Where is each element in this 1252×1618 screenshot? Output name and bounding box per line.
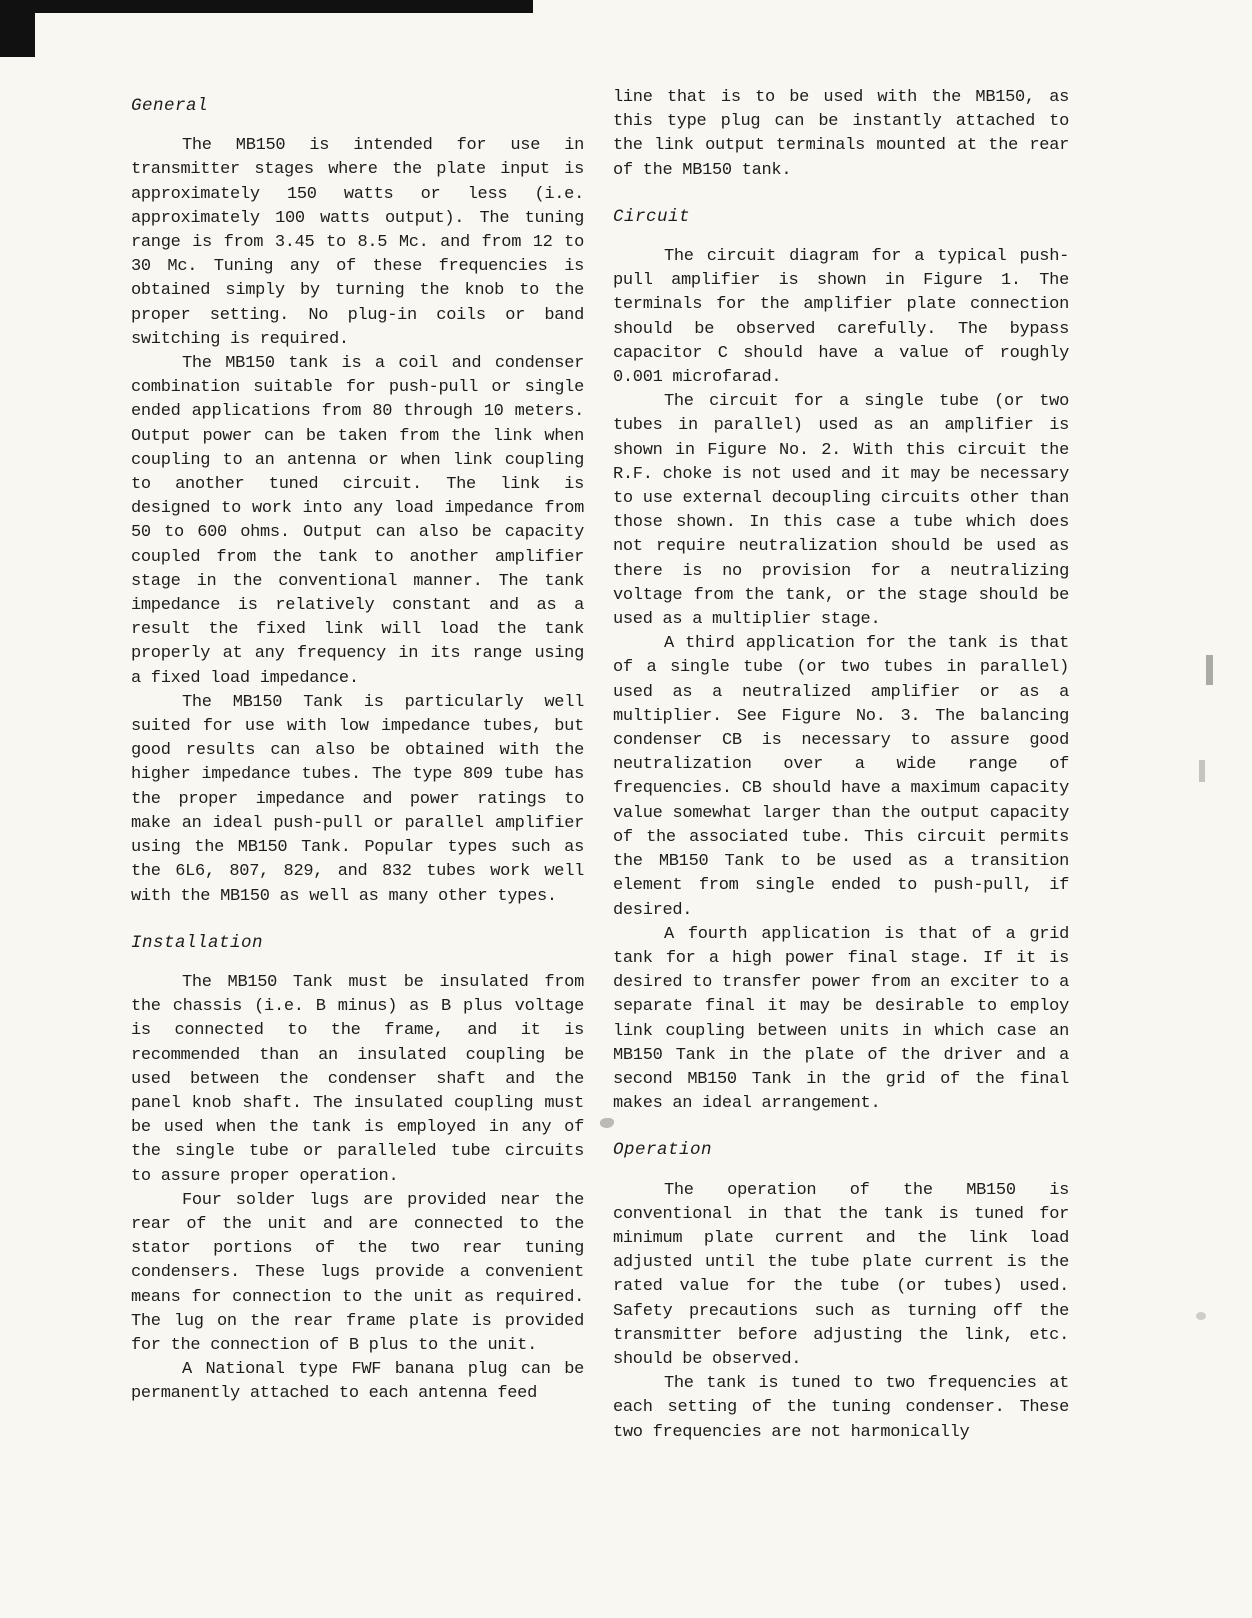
paragraph: The circuit diagram for a typical push-pull amplifier is shown in Figure 1. The terminals for the amplifier plate connection should be observed carefully. The bypass capacitor C should have a value of roughly 0.001 microfarad.	[613, 247, 1069, 388]
scan-artifact	[1199, 760, 1205, 782]
paragraph: A National type FWF banana plug can be permanently attached to each antenna feed	[131, 1360, 584, 1404]
paragraph-continuation: line that is to be used with the MB150, as this type plug can be instantly attached to the link output terminals mounted at the rear of the MB150 tank.	[613, 88, 1069, 180]
paragraph: The MB150 Tank must be insulated from the chassis (i.e. B minus) as B plus voltage is connected to the frame, and it is recommended than an insulated coupling be used between the condenser shaft and the panel knob shaft. The insulated coupling must be used when the tank is employed in any of the single tube or paralleled tube circuits to assure proper operation.	[131, 972, 584, 1186]
paragraph: The MB150 Tank is particularly well suited for use with low impedance tubes, but good results can also be obtained with the higher impedance tubes. The type 809 tube has the proper impedance and power ratings to make an ideal push-pull or parallel amplifier using the MB150 Tank. Popular types such as the 6L6, 807, 829, and 832 tubes work well with the MB150 as well as many other types.	[131, 692, 584, 906]
paragraph: A fourth application is that of a grid tank for a high power final stage. If it is desired to transfer power from an exciter to a separate final it may be desirable to employ link coupling between units in which case an MB150 Tank in the plate of the driver and a second MB150 Tank in the grid of the final makes an ideal arrangement.	[613, 924, 1069, 1114]
scan-artifact	[1206, 655, 1213, 685]
right-column	[613, 86, 1069, 1445]
section-heading-operation: Operation	[613, 1140, 713, 1161]
scan-artifact	[600, 1118, 614, 1128]
paragraph: The MB150 is intended for use in transmitter stages where the plate input is approximately 150 watts or less (i.e. approximately 100 watts output). The tuning range is from 3.45 to 8.5 Mc. and from 12 to 30 Mc. Tuning any of these frequencies is obtained simply by turning the knob to the proper setting. No plug-in coils or band switching is required.	[131, 136, 584, 349]
paragraph: The circuit for a single tube (or two tubes in parallel) used as an amplifier is shown in Figure No. 2. With this circuit the R.F. choke is not used and it may be necessary to use external decoupling circuits other than those shown. In this case a tube which does not require neutralization should be used as there is no provision for a neutralizing voltage from the tank, or the stage should be used as a multiplier stage.	[613, 392, 1069, 630]
section-heading-general: General	[131, 96, 209, 116]
scan-artifact	[0, 0, 533, 13]
paragraph: The MB150 tank is a coil and condenser combination suitable for push-pull or single ended applications from 80 through 10 meters. Output power can be taken from the link when coupling to an antenna or when link coupling to another tuned circuit. The link is designed to work into any load impedance from 50 to 600 ohms. Output can also be capacity coupled from the tank to another amplifier stage in the conventional manner. The tank impedance is relatively constant and as a result the fixed link will load the tank properly at any frequency in its range using a fixed load impedance.	[131, 354, 584, 688]
left-column	[131, 94, 584, 1407]
paragraph: Four solder lugs are provided near the rear of the unit and are connected to the stator portions of the two rear tuning condensers. These lugs provide a convenient means for connection to the unit as required. The lug on the rear frame plate is provided for the connection of B plus to the unit.	[131, 1190, 584, 1355]
paragraph: The tank is tuned to two frequencies at each setting of the tuning condenser. These two frequencies are not harmonically	[613, 1374, 1069, 1442]
section-heading-installation: Installation	[131, 932, 264, 953]
section-heading-circuit: Circuit	[613, 206, 691, 227]
scan-artifact	[0, 0, 35, 57]
paragraph: A third application for the tank is that of a single tube (or two tubes in parallel) used as a neutralized amplifier or as a multiplier. See Figure No. 3. The balancing condenser CB is necessary to assure good neutralization over a wide range of frequencies. CB should have a maximum capacity value somewhat larger than the output capacity of the associated tube. This circuit permits the MB150 Tank to be used as a transition element from single ended to push-pull, if desired.	[613, 634, 1069, 920]
paragraph: The operation of the MB150 is conventional in that the tank is tuned for minimum plate current and the link load adjusted until the tube plate current is the rated value for the tube (or tubes) used. Safety precautions such as turning off the transmitter before adjusting the link, etc. should be observed.	[613, 1180, 1069, 1369]
scan-artifact	[1196, 1312, 1206, 1320]
